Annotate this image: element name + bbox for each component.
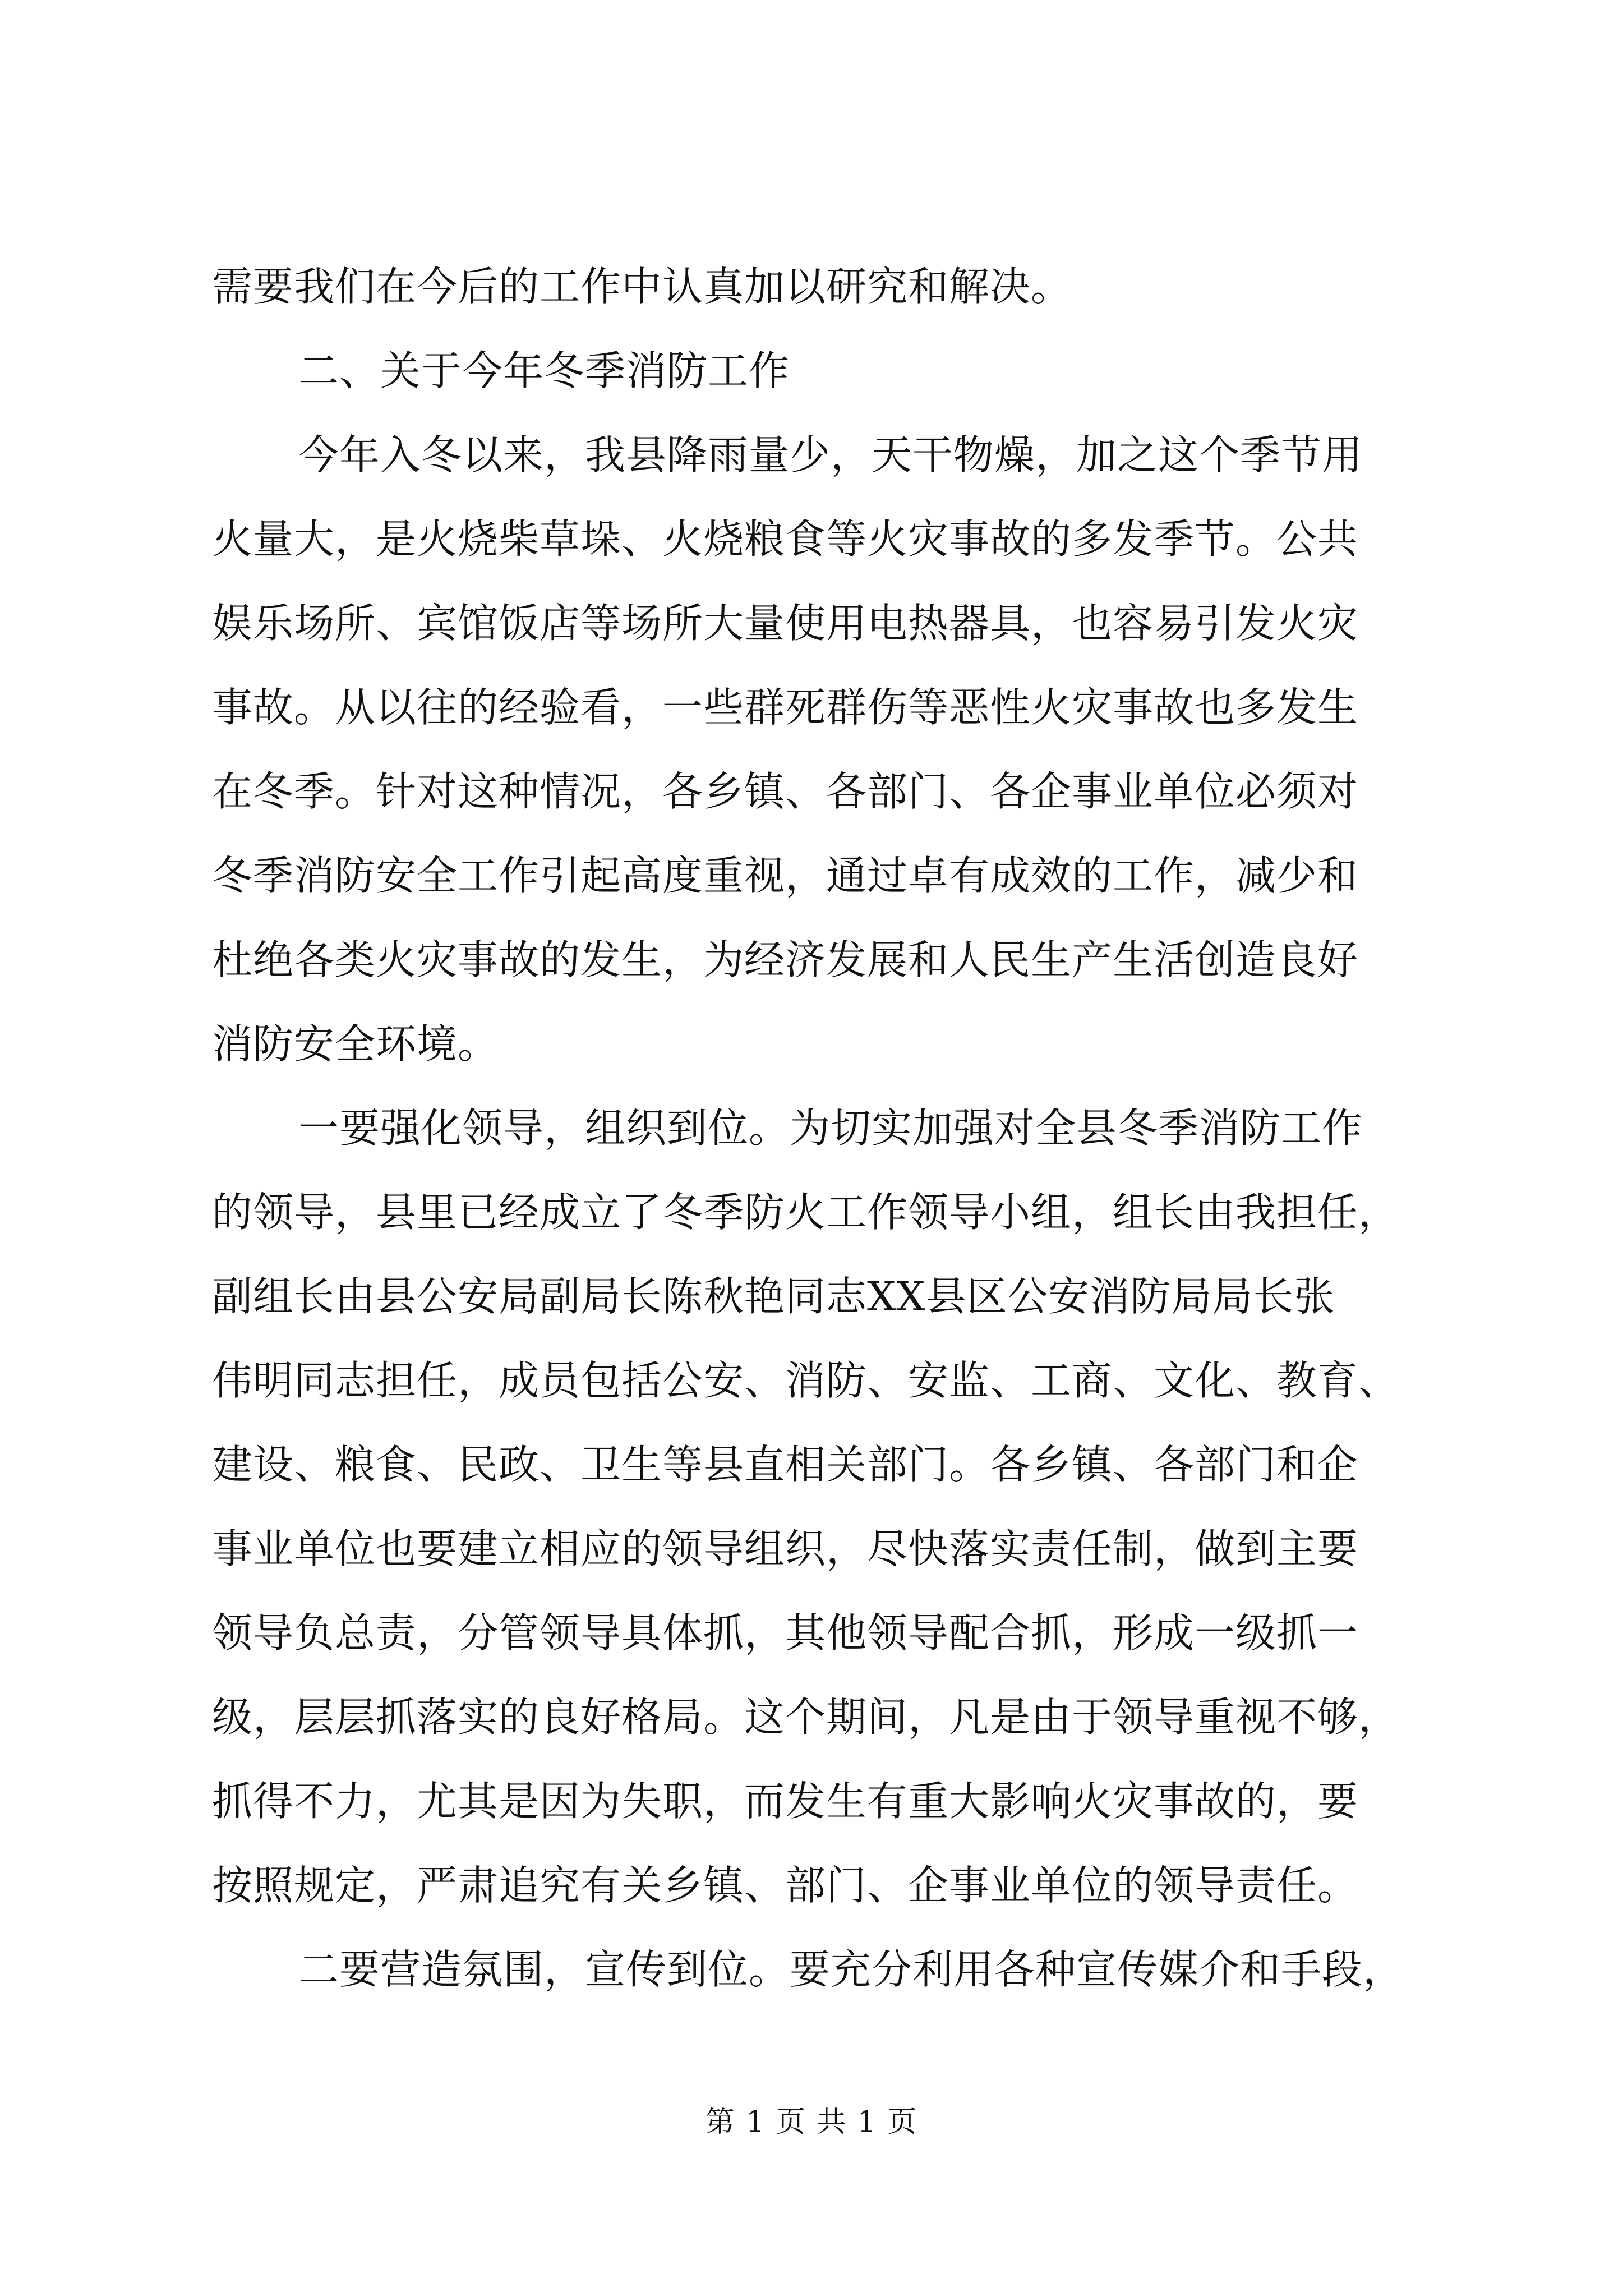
text-line: 伟明同志担任，成员包括公安、消防、安监、工商、文化、教育、 — [212, 1357, 1400, 1404]
text-line: 冬季消防安全工作引起高度重视，通过卓有成效的工作，减少和 — [212, 852, 1359, 899]
paragraph-first-line: 一要强化领导，组织到位。为切实加强对全县冬季消防工作 — [298, 1105, 1363, 1152]
text-line: 娱乐场所、宾馆饭店等场所大量使用电热器具，也容易引发火灾 — [212, 600, 1359, 647]
text-line: 的领导，县里已经成立了冬季防火工作领导小组，组长由我担任， — [212, 1189, 1400, 1236]
text-line: 抓得不力，尤其是因为失职，而发生有重大影响火灾事故的，要 — [212, 1778, 1359, 1825]
text-line: 按照规定，严肃追究有关乡镇、部门、企事业单位的领导责任。 — [212, 1862, 1359, 1909]
text-line: 事业单位也要建立相应的领导组织，尽快落实责任制，做到主要 — [212, 1525, 1359, 1572]
text-line: 副组长由县公安局副局长陈秋艳同志XX县区公安消防局局长张 — [212, 1273, 1335, 1320]
text-line: 火量大，是火烧柴草垛、火烧粮食等火灾事故的多发季节。公共 — [212, 516, 1359, 563]
page-footer: 第 1 页 共 1 页 — [705, 2105, 918, 2139]
text-line: 消防安全环境。 — [212, 1020, 499, 1068]
text-line: 杜绝各类火灾事故的发生，为经济发展和人民生产生活创造良好 — [212, 936, 1359, 983]
text-line: 在冬季。针对这种情况，各乡镇、各部门、各企事业单位必须对 — [212, 768, 1359, 815]
paragraph-first-line: 今年入冬以来，我县降雨量少，天干物燥，加之这个季节用 — [298, 431, 1363, 478]
section-heading: 二、关于今年冬季消防工作 — [298, 347, 790, 394]
paragraph-first-line: 二要营造氛围，宣传到位。要充分利用各种宣传媒介和手段， — [298, 1946, 1404, 1993]
text-line: 级，层层抓落实的良好格局。这个期间，凡是由于领导重视不够， — [212, 1694, 1400, 1741]
text-line: 领导负总责，分管领导具体抓，其他领导配合抓，形成一级抓一 — [212, 1609, 1359, 1657]
document-body — [212, 245, 1412, 2012]
text-line: 事故。从以往的经验看，一些群死群伤等恶性火灾事故也多发生 — [212, 684, 1359, 731]
text-line: 建设、粮食、民政、卫生等县直相关部门。各乡镇、各部门和企 — [212, 1441, 1359, 1488]
text-line: 需要我们在今后的工作中认真加以研究和解决。 — [212, 263, 1072, 310]
